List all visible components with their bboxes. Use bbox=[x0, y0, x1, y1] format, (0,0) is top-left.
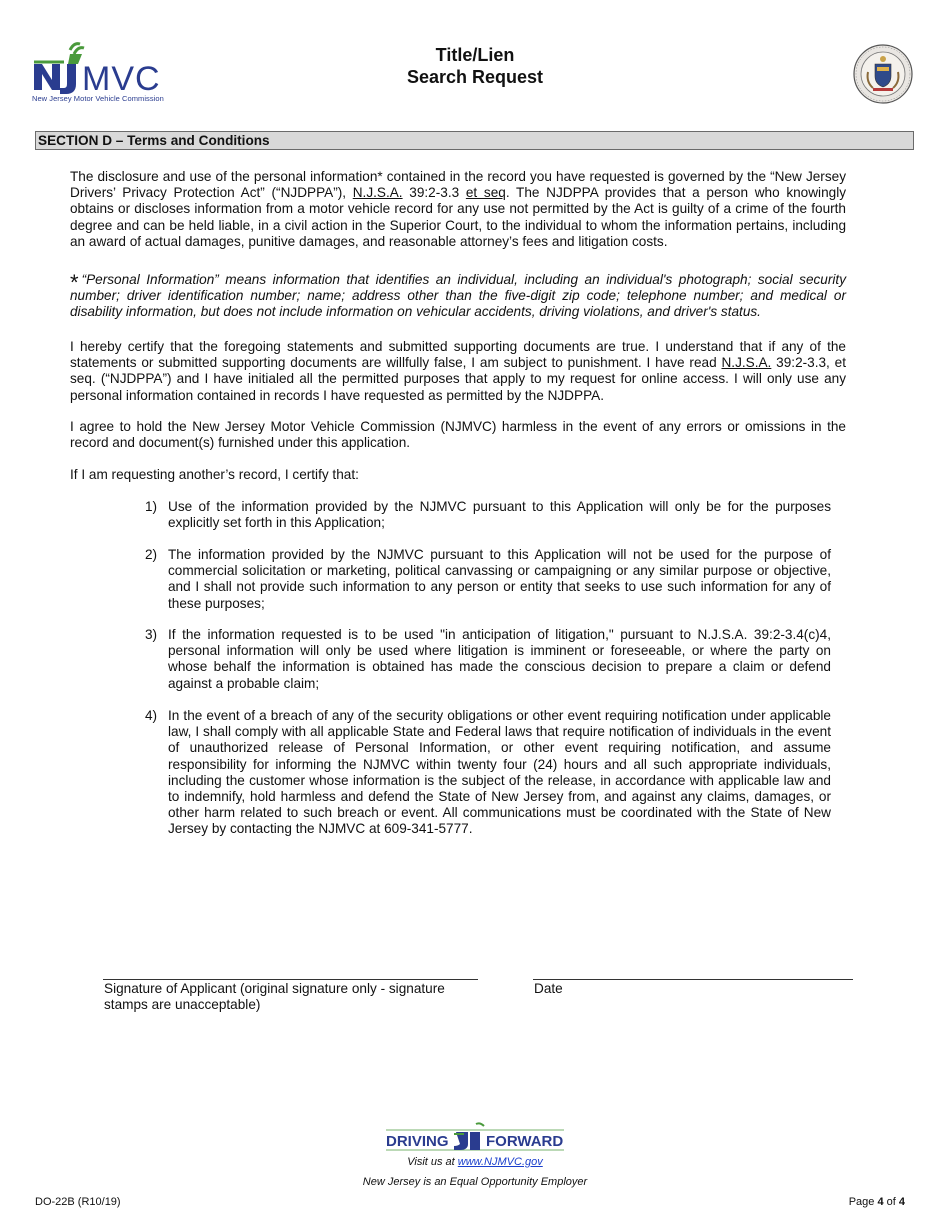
certification-item-number: 4) bbox=[145, 708, 158, 723]
personal-information-definition bbox=[70, 272, 846, 321]
brand-left-text: DRIVING bbox=[386, 1133, 449, 1150]
p1-text-c: . The NJDPPA provides that a person who knowingly obtains or discloses information from a motor vehicle record for any use not permitted by the Act is guilty of a crime of the fourth degree and can be held liable, in a civil action in the Superior Court, to the individual to whom the information pertains, including an award of actual damages, punitive damages, and reasonable attorney’s fees and litigation costs. bbox=[70, 185, 847, 249]
njmvc-logo-graphic bbox=[30, 40, 180, 96]
certification-item-number: 1) bbox=[145, 499, 158, 514]
form-number: DO-22B (R10/19) bbox=[35, 1196, 121, 1208]
certification-item-number: 3) bbox=[145, 627, 158, 642]
visit-us-line bbox=[300, 1156, 650, 1168]
visit-prefix: Visit us at bbox=[407, 1156, 458, 1168]
certification-paragraph bbox=[70, 339, 846, 404]
p1-text-b: 39:2-3.3 bbox=[402, 185, 466, 201]
page-current: 4 bbox=[877, 1196, 884, 1208]
form-title-line2: Search Request bbox=[406, 67, 544, 87]
applicant-signature-line[interactable] bbox=[103, 979, 478, 980]
p2-text: “Personal Information” means information that identifies an individual, including an individual's photograph; social security number; driver identification number; name; address other than the five-digit zip code; telephone number; and medical or disability information, but does not include information on vehicular accidents, driving violations, and driver's status. bbox=[70, 272, 846, 320]
certification-item bbox=[145, 708, 831, 838]
certification-item bbox=[145, 499, 831, 531]
state-seal-icon bbox=[853, 44, 913, 104]
page-mid: of bbox=[883, 1196, 899, 1208]
driving-nj-forward-logo bbox=[384, 1120, 566, 1154]
privacy-act-paragraph bbox=[70, 169, 846, 250]
form-title-line1: Title/Lien bbox=[435, 45, 515, 65]
njmvc-logo bbox=[30, 40, 180, 106]
brand-right-text: FORWARD bbox=[486, 1133, 564, 1150]
svg-text:MVC: MVC bbox=[82, 60, 161, 96]
equal-opportunity-statement: New Jersey is an Equal Opportunity Employer bbox=[362, 1176, 588, 1188]
hold-harmless-paragraph: I agree to hold the New Jersey Motor Vehicle Commission (NJMVC) harmless in the event of any errors or omissions in the record and document(s) furnished under this application. bbox=[70, 419, 846, 451]
certification-item-number: 2) bbox=[145, 547, 158, 562]
p3-text-b: 39:2-3.3, et seq. (“NJDPPA”) and I have initialed all the permitted purposes that apply to my request for online access. I will only use any personal information contained in records I have requested as permitted by the NJDPPA. bbox=[70, 355, 846, 403]
logo-tagline: New Jersey Motor Vehicle Commission bbox=[32, 94, 164, 103]
date-line[interactable] bbox=[533, 979, 853, 980]
certification-item bbox=[145, 547, 831, 612]
footnote-asterisk: * bbox=[70, 270, 79, 295]
page-prefix: Page bbox=[848, 1196, 878, 1208]
p1-statute: N.J.S.A. bbox=[352, 185, 403, 201]
njmvc-website-link[interactable]: www.NJMVC.gov bbox=[457, 1156, 543, 1168]
page-total: 4 bbox=[898, 1196, 905, 1208]
certification-item-text: If the information requested is to be used "in anticipation of litigation," pursuant to N.J.S.A. 39:2-3.4(c)4, personal information will only be used where litigation is imminent or foreseeable, or where the party on whose behalf the information is obtained has made the conscious decision to prepare a claim or defend against a probable claim; bbox=[168, 627, 831, 691]
form-title bbox=[325, 44, 625, 88]
another-record-intro: If I am requesting another’s record, I certify that: bbox=[70, 467, 359, 482]
p1-text-a: The disclosure and use of the personal information* contained in the record you have requested is governed by the “New Jersey Drivers’ Privacy Protection Act” (“NJDPPA”), bbox=[70, 169, 846, 201]
applicant-signature-label: Signature of Applicant (original signature only - signature stamps are unacceptable) bbox=[104, 981, 445, 1013]
p3-text-a: I hereby certify that the foregoing statements and submitted supporting documents are true. I understand that if any of the statements or submitted supporting documents are willfully false, I am subject to punishment. I have read bbox=[70, 339, 846, 371]
page-number bbox=[849, 1196, 905, 1208]
p1-et-seq: et seq bbox=[465, 185, 506, 201]
p3-statute: N.J.S.A. bbox=[721, 355, 772, 371]
certification-item-text: Use of the information provided by the NJMVC pursuant to this Application will only be for the purposes explicitly set forth in this Application; bbox=[168, 499, 831, 531]
date-label: Date bbox=[534, 981, 563, 996]
certification-item-text: The information provided by the NJMVC pursuant to this Application will not be used for the purpose of commercial solicitation or marketing, political canvassing or campaigning or any similar purpose or objective, and I shall not provide such information to any person or entity that seeks to use such information for any of these purposes; bbox=[168, 547, 831, 611]
certification-item-text: In the event of a breach of any of the security obligations or other event requiring notification under applicable law, I shall comply with all applicable State and Federal laws that require notification of individuals in the event of unauthorized release of Personal Information, or other event requiring notification, and assume responsibility for informing the NJMVC within twenty four (24) hours and all such appropriate individuals, including the customer whose information is the subject of the release, in accordance with applicable law and to indemnify, hold harmless and defend the State of New Jersey from, and against any claims, damages, or other harm related to such breach or event. All communications must be coordinated with the State of New Jersey by contacting the NJMVC at 609-341-5777. bbox=[168, 708, 831, 837]
section-heading: SECTION D – Terms and Conditions bbox=[35, 131, 914, 150]
certification-item bbox=[145, 627, 831, 692]
